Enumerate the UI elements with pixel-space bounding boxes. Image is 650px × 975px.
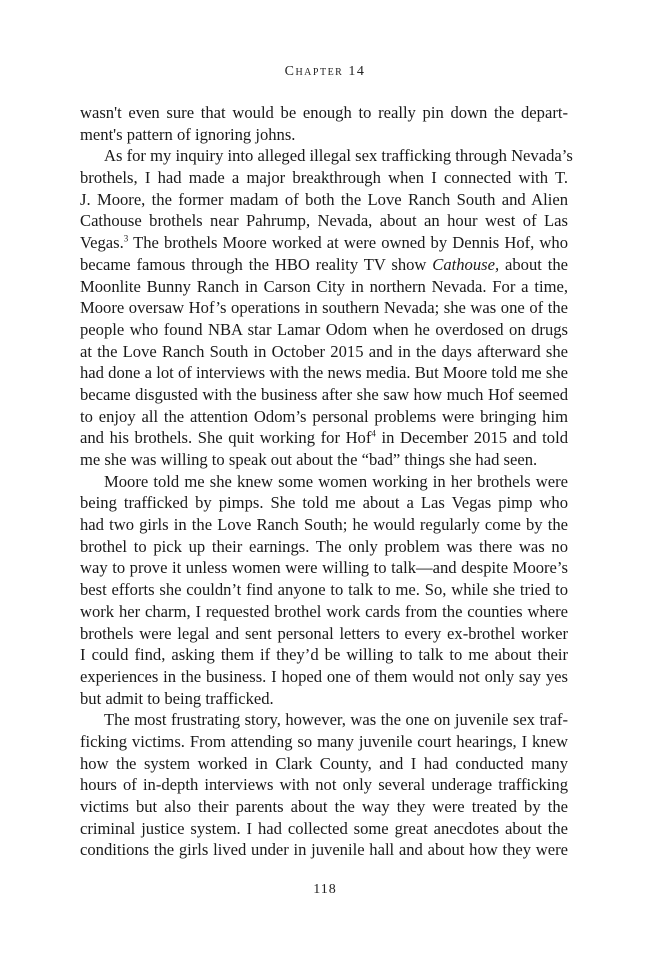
line-text: and his brothels. She quit working for Hof xyxy=(80,428,372,448)
line-text: ment's pattern of ignoring johns. xyxy=(80,124,296,144)
line-text: Moonlite Bunny Ranch in Carson City in northern Nevada. For a time, xyxy=(80,276,568,296)
text-line xyxy=(80,623,568,645)
text-line xyxy=(80,384,568,406)
text-line xyxy=(80,167,568,189)
line-text: but admit to being trafficked. xyxy=(80,688,274,708)
text-line xyxy=(80,688,568,710)
text-line xyxy=(80,818,568,840)
line-text: had two girls in the Love Ranch South; he would regularly come by the xyxy=(80,515,568,535)
page-number: 118 xyxy=(313,882,337,897)
line-text: work her charm, I requested brothel work cards from the counties where xyxy=(80,601,568,621)
line-text: J. Moore, the former madam of both the Love Ranch South and Alien xyxy=(80,189,568,209)
line-text: experiences in the business. I hoped one of them would not only say yes xyxy=(80,666,568,686)
line-text: criminal justice system. I had collected some great anecdotes about the xyxy=(80,818,568,838)
text-line xyxy=(80,362,568,384)
line-text: Cathouse brothels near Pahrump, Nevada, about an hour west of Las xyxy=(80,211,568,231)
text-line xyxy=(80,210,568,232)
text-line xyxy=(80,579,568,601)
text-line xyxy=(80,124,568,146)
text-line xyxy=(80,232,568,254)
text-line xyxy=(80,492,568,514)
text-line xyxy=(80,189,568,211)
line-text: me she was willing to speak out about the “bad” things she had seen. xyxy=(80,450,538,469)
text-line xyxy=(80,276,568,298)
line-text: As for my inquiry into alleged illegal sex trafficking through Nevada’s xyxy=(104,146,573,166)
line-text: victims but also their parents about the way they were treated by the xyxy=(80,797,568,816)
text-line xyxy=(80,254,568,276)
line-text: conditions the girls lived under in juvenile hall and about how they were xyxy=(80,840,568,860)
text-line xyxy=(80,319,568,341)
line-text: became famous through the HBO reality TV show xyxy=(80,254,433,274)
text-line xyxy=(80,406,568,428)
line-text: Moore told me she knew some women working in her brothels were xyxy=(104,471,568,491)
text-line xyxy=(80,796,568,818)
line-text: Moore oversaw Hof’s operations in southern Nevada; she was one of the xyxy=(80,298,568,318)
line-text: how the system worked in Clark County, and I had conducted many xyxy=(80,753,568,773)
text-line xyxy=(80,753,568,775)
text-line xyxy=(80,471,568,493)
footnote-marker: 4 xyxy=(371,428,376,439)
text-line xyxy=(80,774,568,796)
line-text: best efforts she couldn’t find anyone to talk to me. So, while she tried to xyxy=(80,580,568,600)
text-line xyxy=(80,644,568,666)
text-line xyxy=(80,709,568,731)
line-text: at the Love Ranch South in October 2015 and in the days afterward she xyxy=(80,341,568,361)
line-text: had done a lot of interviews with the news media. But Moore told me she xyxy=(80,363,568,383)
text-line xyxy=(80,297,568,319)
text-line xyxy=(80,341,568,363)
line-text: I could find, asking them if they’d be willing to talk to me about their xyxy=(80,645,568,665)
footnote-marker: 3 xyxy=(123,233,129,244)
line-text: wasn't even sure that would be enough to really pin down the depart- xyxy=(80,103,568,122)
line-text: brothels were legal and sent personal letters to every ex-brothel worker xyxy=(80,623,568,643)
line-text: became disgusted with the business after she saw how much Hof seemed xyxy=(80,384,568,404)
italic-title: Cathouse, xyxy=(432,254,500,274)
running-head: Chapter 14 xyxy=(284,64,366,79)
text-line xyxy=(80,731,568,753)
line-text: hours of in-depth interviews with not only several underage trafficking xyxy=(80,775,568,795)
line-text-rest: in December 2015 and told xyxy=(375,428,568,448)
text-line xyxy=(80,601,568,623)
line-text: Vegas. xyxy=(80,233,124,253)
text-line xyxy=(80,102,568,124)
line-text: brothels, I had made a major breakthrough when I connected with T. xyxy=(80,168,568,188)
text-line xyxy=(80,449,568,471)
text-line xyxy=(80,536,568,558)
line-text: being trafficked by pimps. She told me about a Las Vegas pimp who xyxy=(80,493,568,513)
line-text: people who found NBA star Lamar Odom when he overdosed on drugs xyxy=(80,319,568,339)
text-line xyxy=(80,514,568,536)
line-text: to enjoy all the attention Odom’s personal problems were bringing him xyxy=(80,406,568,426)
text-line xyxy=(80,427,568,449)
text-line xyxy=(80,557,568,579)
line-text-rest: about the xyxy=(499,254,568,274)
text-line xyxy=(80,666,568,688)
line-text: The most frustrating story, however, was the one on juvenile sex traf- xyxy=(104,710,568,730)
line-text: way to prove it unless women were willing to talk—and despite Moore’s xyxy=(80,558,568,578)
text-line xyxy=(80,839,568,861)
line-text-rest: The brothels Moore worked at were owned by Dennis Hof, who xyxy=(128,233,568,253)
body-text xyxy=(80,102,573,861)
line-text: brothel to pick up their earnings. The only problem was there was no xyxy=(80,536,568,556)
line-text: ficking victims. From attending so many juvenile court hearings, I knew xyxy=(80,731,568,751)
text-line xyxy=(80,145,573,167)
